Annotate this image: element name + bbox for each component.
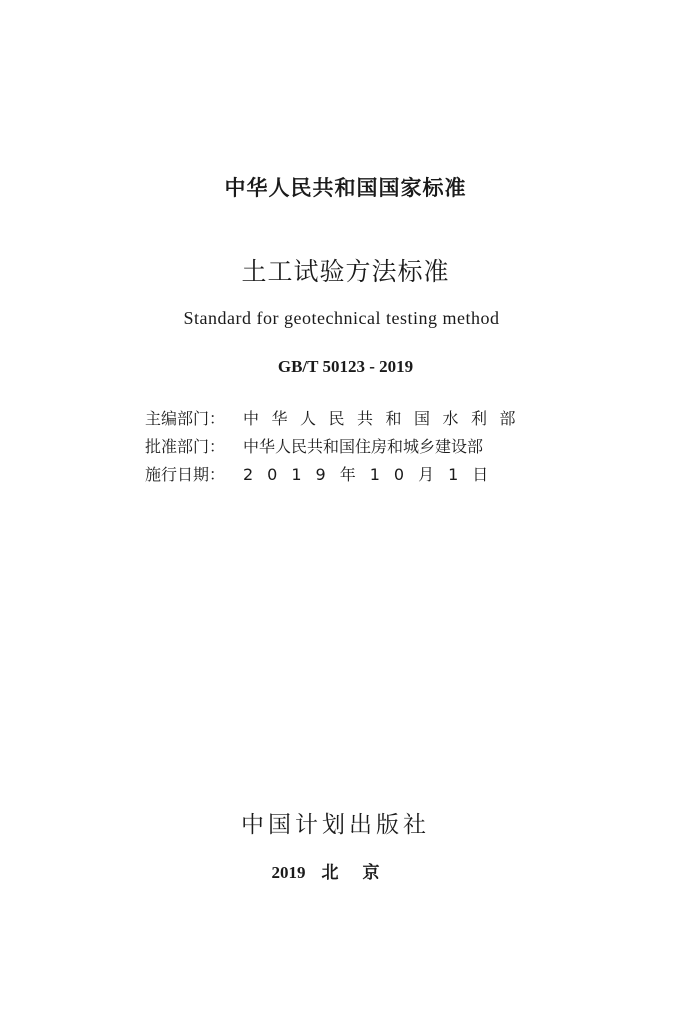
editor-label: 主编部门： [145, 409, 226, 428]
editor-row [145, 406, 528, 429]
editor-value: 中华人民共和国水利部 [243, 409, 529, 428]
effective-date-row [145, 462, 502, 485]
publication-line [0, 858, 679, 883]
publication-city: 北京 [321, 863, 404, 883]
effective-date-value: 2019年10月1日 [243, 465, 503, 484]
effective-date-label: 施行日期： [145, 465, 226, 484]
approver-row [145, 434, 483, 457]
approver-value: 中华人民共和国住房和城乡建设部 [243, 437, 484, 456]
publication-year: 2019 [271, 863, 306, 882]
chinese-title: 土工试验方法标准 [241, 257, 450, 286]
national-standard-heading: 中华人民共和国国家标准 [224, 176, 467, 200]
standard-code: GB/T 50123 - 2019 [277, 357, 414, 376]
approver-label: 批准部门： [145, 437, 226, 456]
publisher-name: 中国计划出版社 [241, 812, 430, 838]
english-title: Standard for geotechnical testing method [183, 308, 500, 328]
